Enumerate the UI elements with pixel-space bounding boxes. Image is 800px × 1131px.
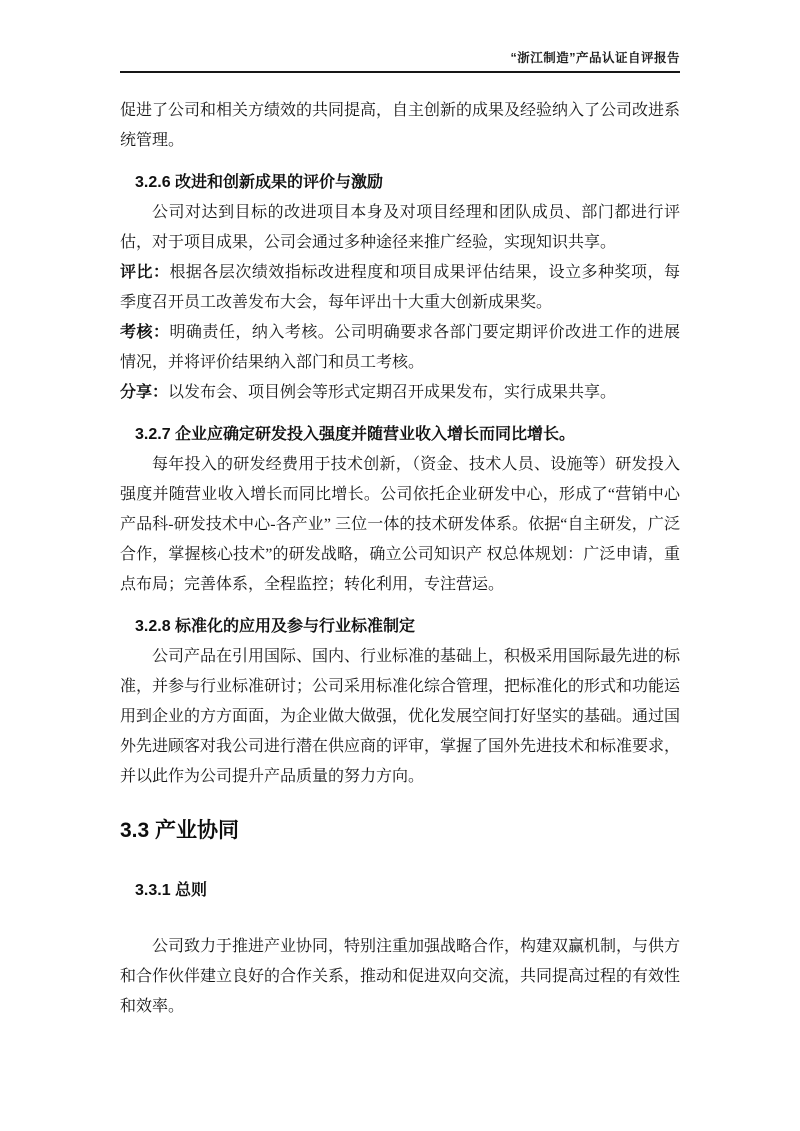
chapter-heading-3-3: 3.3 产业协同 [120,819,240,842]
report-title: “浙江制造”产品认证自评报告 [510,51,680,65]
paragraph-continuation: 促进了公司和相关方绩效的共同提高，自主创新的成果及经验纳入了公司改进系统管理。 [120,102,681,149]
pingbi-lead-label: 评比： [120,264,170,281]
kaohe-lead-label: 考核： [120,324,170,341]
paragraph-3-2-8: 公司产品在引用国际、国内、行业标准的基础上，积极采用国际最先进的标准，并参与行业标准研讨；公司采用标准化综合管理，把标准化的形式和功能运用到企业的方方面面，为企业做大做强，优化发展空间打好坚实的基础。通过国外先进顾客对我公司进行潜在供应商的评审，掌握了国外先进技术和标准要求，并以此作为公司提升产品质量的努力方向。 [120,648,681,785]
paragraph-3-3-1: 公司致力于推进产业协同，特别注重加强战略合作，构建双赢机制，与供方和合作伙伴建立良好的合作关系，推动和促进双向交流，共同提高过程的有效性和效率。 [120,938,681,1015]
paragraph-kaohe [120,318,680,378]
paragraph-fenxiang [120,378,680,408]
page-header [120,50,680,73]
paragraph-pingbi [120,258,680,318]
section-heading-3-2-8: 3.2.8 标准化的应用及参与行业标准制定 [135,618,416,635]
fenxiang-text: 以发布会、项目例会等形式定期召开成果发布，实行成果共享。 [168,384,617,401]
paragraph-3-2-7: 每年投入的研发经费用于技术创新，（资金、技术人员、设施等）研发投入强度并随营业收入增长而同比增长。公司依托企业研发中心，形成了“营销中心产品科-研发技术中心-各产业” 三位一体的技术研发体系。依据“自主研发，广泛合作，掌握核心技术”的研发战略，确立公司知识产 权总体规划：广泛申请，重点布局；完善体系，全程监控；转化利用，专注营运。 [120,456,680,593]
kaohe-text: 明确责任，纳入考核。公司明确要求各部门要定期评价改进工作的进展情况，并将评价结果纳入部门和员工考核。 [120,324,680,371]
paragraph-3-2-6: 公司对达到目标的改进项目本身及对项目经理和团队成员、部门都进行评估，对于项目成果，公司会通过多种途径来推广经验，实现知识共享。 [120,204,680,251]
document-body [120,96,680,1022]
fenxiang-lead-label: 分享： [120,384,169,401]
section-heading-3-2-6: 3.2.6 改进和创新成果的评价与激励 [135,174,384,191]
section-heading-3-3-1: 3.3.1 总则 [135,882,208,899]
section-heading-3-2-7: 3.2.7 企业应确定研发投入强度并随营业收入增长而同比增长。 [135,426,576,443]
pingbi-text: 根据各层次绩效指标改进程度和项目成果评估结果，设立多种奖项，每季度召开员工改善发布大会，每年评出十大重大创新成果奖。 [120,264,680,311]
